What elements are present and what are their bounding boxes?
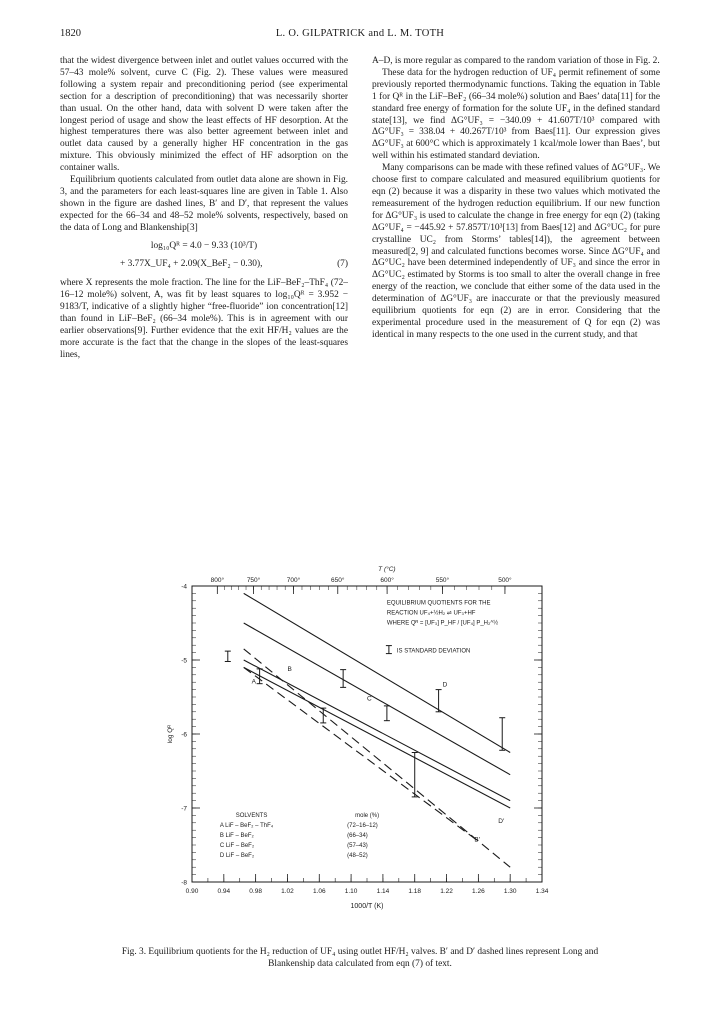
- legend-line: WHERE Qᴿ = [UF₃] P_HF / [UF₄] P_H₂^½: [386, 620, 499, 627]
- x-tick-label: 0.94: [217, 888, 231, 895]
- x-tick-label: 0.90: [185, 888, 199, 895]
- equation-7-line-1: log₁₀Qᴿ = 4.0 − 9.33 (10³/T): [150, 240, 258, 251]
- x-tick-label: 1.02: [281, 888, 294, 895]
- solvent-composition: (57–43): [347, 842, 368, 849]
- right-paragraph-3: Many comparisons can be made with these refined values of ΔG°UF₃. We choose first to compare calculated and measured equilibrium quotients for eqn (2) because it was a disparity in these two values which motivated the remeasurement of the hydrogen reduction equilibrium. If our new function for ΔG°UF₃ is used to calculate the change in free energy for eqn (2) (taking ΔG°UF₄ = −445.92 + 57.857T/10³[13] from Baes[12] and ΔG°UC₂ for pure crystalline UC₂ from Storms’ tables[14]), the agreement between measured[2, 9] and calculated functions becomes worse. Since ΔG°UF₄ and ΔG°UC₂ have been determined independently of UF₃ and since the error in ΔG°UC₂ estimated by Storms is too small to alter the overall change in free energy of the reaction, we conclude that either some of the data used in the determination of ΔG°UF₃ are inaccurate or that the previously measured equilibrium quotients for eqn (2) are in error. Considering that the experimental procedure used in the measurement of Q for eqn (2) was identical in many respects to the one used in the current study, and that: [372, 163, 660, 340]
- x-tick-label: 1.06: [312, 888, 326, 895]
- page-header: [60, 28, 660, 44]
- running-title: L. O. GILPATRICK and L. M. TOTH: [275, 28, 445, 39]
- x-tick-label: 1.14: [376, 888, 390, 895]
- page-number: 1820: [60, 28, 81, 39]
- right-column: [372, 56, 660, 342]
- left-column: [60, 56, 348, 362]
- figure-caption: Fig. 3. Equilibrium quotients for the H₂ reduction of UF₄ using outlet HF/H₂ valves. B′ and D′ dashed lines represent Long and Blankenship data calculated from eqn (7) of text.: [121, 947, 599, 969]
- top-tick-label: 600°: [380, 577, 394, 584]
- x-tick-label: 1.18: [408, 888, 422, 895]
- x-tick-label: 1.10: [344, 888, 358, 895]
- solvent-composition: (48–52): [347, 852, 368, 859]
- right-paragraph-1: A–D, is more regular as compared to the random variation of those in Fig. 2.: [372, 56, 660, 66]
- series-label: C: [367, 695, 372, 703]
- top-tick-label: 700°: [286, 577, 301, 584]
- solvent-composition: (66–34): [347, 832, 368, 839]
- figure-3: [160, 560, 560, 930]
- top-tick-label: 750°: [246, 577, 261, 584]
- top-tick-label: 500°: [498, 577, 512, 584]
- series-label: B′: [474, 836, 480, 844]
- left-paragraph-1: that the widest divergence between inlet and outlet values occurred with the 57–43 mole% solvent, curve C (Fig. 2). These values were measured following a system repair and preconditioning period (see experimental section for a description of preconditioning) that was necessarily shorter than usual. On the other hand, data with solvent D were taken after the longest period of usage and show the least effects of HF desorption. At the highest temperatures there was also better agreement between inlet and outlet data caused by a generally higher HF concentration in the gas mixture. This obviously minimized the effect of HF adsorption on the container walls.: [60, 56, 348, 174]
- left-paragraph-3: where X represents the mole fraction. The line for the LiF–BeF₂–ThF₄ (72–16–12 mole%) solvent, A, was fit by least squares to log₁₀Qᴿ = 3.952 − 9183/T, indicative of a slightly higher “free-fluoride” ion concentration[12] than found in LiF–BeF₂ (66–34 mole%). This is in agreement with our earlier observations[9]. Further evidence that the exit HF/H₂ values are the more accurate is the fact that the change in the slopes of the least-squares lines,: [60, 278, 348, 360]
- error-bar: [225, 651, 231, 661]
- top-axis-label: T (°C): [378, 566, 396, 573]
- series-line-B: [244, 660, 510, 801]
- series-label: A: [251, 678, 257, 686]
- solvent-composition: (72–16–12): [347, 822, 378, 829]
- error-bar: [384, 706, 390, 721]
- x-tick-label: 1.30: [503, 888, 517, 895]
- top-tick-label: 550°: [435, 577, 450, 584]
- solvent-name: B LiF – BeF₂: [219, 832, 254, 839]
- solvents-header: SOLVENTS: [235, 812, 268, 819]
- y-tick-label: -8: [181, 879, 187, 887]
- equation-number: (7): [337, 258, 348, 269]
- legend-line: EQUILIBRIUM QUOTIENTS FOR THE: [386, 600, 491, 607]
- equation-7-terms: + 3.77X_UF₄ + 2.09(X_BeF₂ − 0.30),: [120, 258, 263, 269]
- y-tick-label: -5: [181, 657, 187, 665]
- solvent-name: D LiF – BeF₂: [219, 852, 255, 859]
- equation-7-line-2: [60, 259, 348, 271]
- y-tick-label: -6: [181, 731, 187, 739]
- x-axis-label: 1000/T (K): [350, 903, 384, 910]
- x-tick-label: 0.98: [249, 888, 262, 895]
- x-tick-label: 1.34: [535, 888, 549, 895]
- series-line-D′: [244, 649, 510, 867]
- top-tick-label: 650°: [331, 577, 345, 584]
- std-dev-note: IS STANDARD DEVIATION: [396, 648, 471, 655]
- series-line-C: [244, 623, 510, 775]
- series-line-D: [244, 593, 510, 752]
- top-tick-label: 800°: [210, 577, 225, 584]
- x-tick-label: 1.26: [472, 888, 485, 895]
- y-tick-label: -7: [181, 805, 187, 813]
- y-tick-label: -4: [181, 583, 187, 591]
- legend-line: REACTION UF₄+½H₂ ⇌ UF₃+HF: [386, 610, 476, 617]
- left-paragraph-2: Equilibrium quotients calculated from outlet data alone are shown in Fig. 3, and the parameters for each least-squares line are given in Table 1. Also shown in the figure are dashed lines, B′ and D′, that represent the values expected for the 66–34 and 48–52 mole% solvents, respectively, based on the data of Long and Blankenship[3]: [60, 175, 348, 233]
- equilibrium-quotient-chart: [160, 560, 560, 930]
- series-label: B: [287, 666, 292, 674]
- series-line-A: [244, 667, 510, 808]
- std-dev-glyph: [386, 646, 392, 654]
- error-bar: [499, 718, 505, 751]
- solvent-name: A LiF – BeF₂ – ThF₄: [219, 822, 274, 829]
- x-tick-label: 1.22: [440, 888, 453, 895]
- mole-header: mole (%): [355, 812, 380, 819]
- series-label: D′: [498, 817, 505, 825]
- series-label: D: [442, 681, 448, 689]
- error-bar: [257, 669, 263, 684]
- y-axis-label: log Qᴿ: [167, 724, 174, 744]
- solvent-name: C LiF – BeF₂: [219, 842, 255, 849]
- right-paragraph-2: These data for the hydrogen reduction of UF₄ permit refinement of some previously reported thermodynamic functions. Taking the equation in Table 1 for Qᴿ in the LiF–BeF₂ (66–34 mole%) solution and Baes’ data[11] for the standard free energy of formation for the solute UF₄ in the defined standard state[13], we find ΔG°UF₃ = −340.09 + 41.607T/10³ compared with ΔG°UF₃ = 338.04 + 40.267T/10³ from Baes[11]. Our expression gives ΔG°UF₃ at 600°C which is approximately 1 kcal/mole lower than Baes’, but well within his estimated standard deviation.: [372, 67, 660, 162]
